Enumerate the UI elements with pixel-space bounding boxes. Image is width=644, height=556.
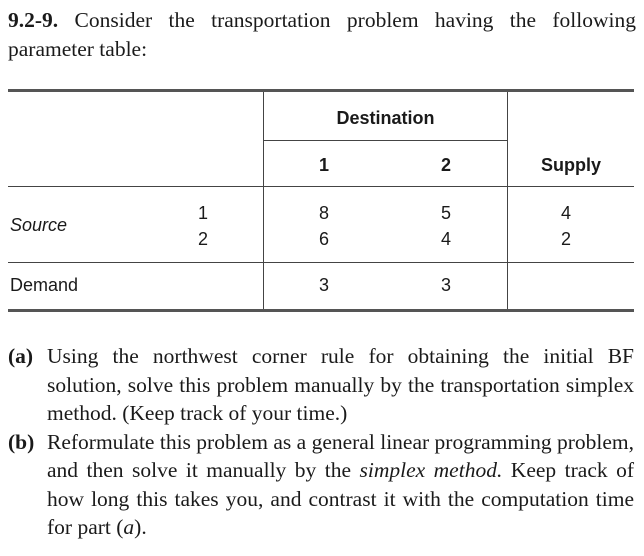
part-b xyxy=(8,428,634,542)
part-b-emphasis: simplex method. xyxy=(359,458,503,482)
cost-1-1: 8 xyxy=(318,203,329,223)
table-bottom-rule xyxy=(8,309,634,312)
demand-2: 3 xyxy=(440,275,451,295)
part-b-label: (b) xyxy=(8,429,35,454)
cost-1-2: 5 xyxy=(440,203,451,223)
supply-2: 2 xyxy=(560,229,571,249)
part-a-text: Using the northwest corner rule for obtaining the initial BF solution, solve this problem manually by the transportation simplex method. (Keep track of your time.) xyxy=(47,344,634,425)
problem-number: 9.2-9. xyxy=(8,8,59,32)
destination-underline xyxy=(263,140,507,141)
source-row-2: 2 xyxy=(197,229,208,249)
part-a xyxy=(8,342,634,428)
header-bottom-rule xyxy=(8,186,634,187)
source-row-1: 1 xyxy=(197,203,208,223)
source-label: Source xyxy=(10,215,68,235)
problem-intro: Consider the transportation problem having the following parameter table: xyxy=(8,8,636,61)
source-bottom-rule xyxy=(8,262,634,263)
destination-col-1: 1 xyxy=(318,155,329,175)
problem-parts xyxy=(8,342,634,542)
part-a-label: (a) xyxy=(8,344,34,368)
supply-1: 4 xyxy=(560,203,571,223)
table-top-rule xyxy=(8,89,634,92)
problem-statement xyxy=(8,6,636,64)
destination-header: Destination xyxy=(336,108,435,128)
part-b-text-2: Keep track of how long this takes you, and contrast it with the computation time for part ( xyxy=(47,458,634,539)
cost-2-1: 6 xyxy=(318,229,329,249)
demand-label: Demand xyxy=(10,275,79,295)
part-b-text-1: Reformulate this problem as a general linear programming problem, and then solve it manually by the xyxy=(47,429,634,482)
destination-col-2: 2 xyxy=(440,155,451,175)
supply-column-rule xyxy=(507,92,508,309)
part-b-part-ref: a xyxy=(123,515,135,539)
supply-header: Supply xyxy=(540,155,601,175)
demand-1: 3 xyxy=(318,275,329,295)
part-b-text-3: ). xyxy=(134,515,147,539)
cost-2-2: 4 xyxy=(440,229,451,249)
